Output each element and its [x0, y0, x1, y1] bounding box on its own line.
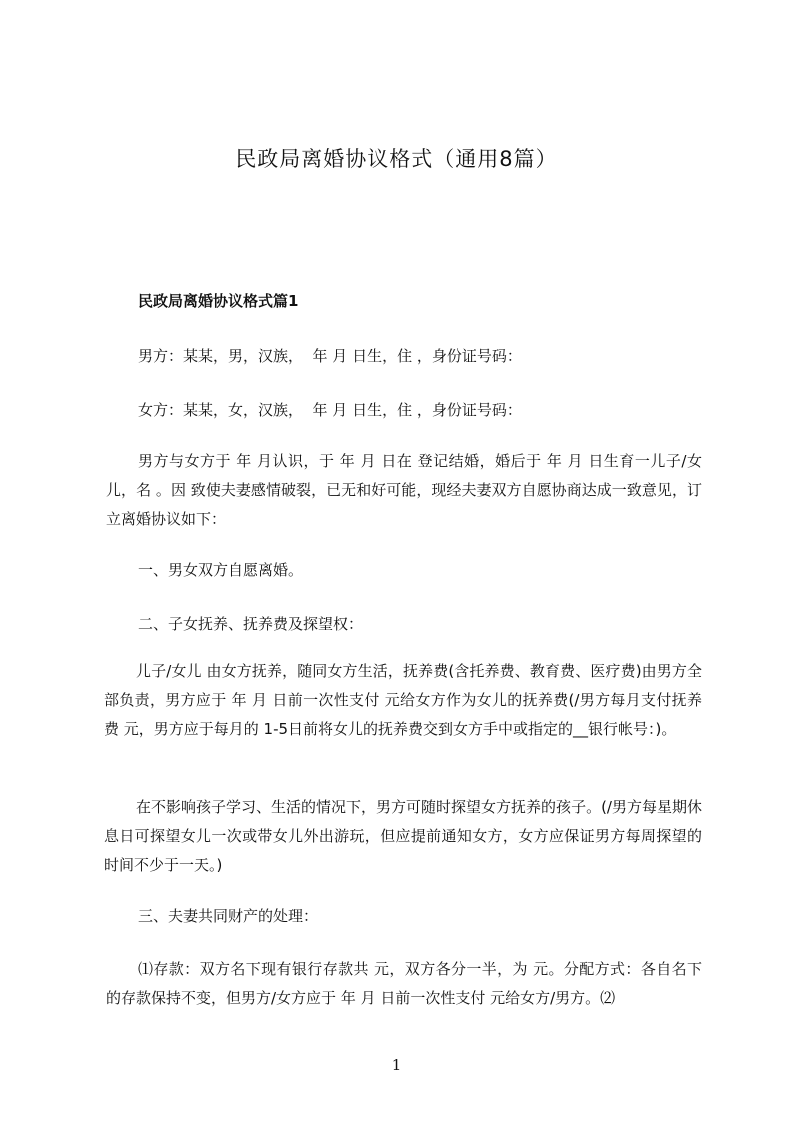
custody-paragraph: 儿子/女儿 由女方抚养，随同女方生活，抚养费(含托养费、教育费、医疗费)由男方全部负责，男方应于 年 月 日前一次性支付 元给女方作为女儿的抚养费(/男方每月支付抚养费 元，男方应于每月的 1-5日前将女儿的抚养费交到女方手中或指定的__银行帐号：)。 [104, 662, 702, 738]
document-title: 民政局离婚协议格式（通用8篇） [235, 147, 558, 171]
deposit-paragraph: ⑴存款：双方名下现有银行存款共 元，双方各分一半，为 元。分配方式：各自名下的存款保持不变，但男方/女方应于 年 月 日前一次性支付 元给女方/男方。⑵ [106, 960, 702, 1007]
visitation-paragraph: 在不影响孩子学习、生活的情况下，男方可随时探望女方抚养的孩子。(/男方每星期休息日可探望女儿一次或带女儿外出游玩，但应提前通知女方，女方应保证男方每周探望的时间不少于一天。) [104, 798, 702, 874]
clause-2: 二、子女抚养、抚养费及探望权： [138, 615, 364, 633]
male-party-line: 男方：某某，男，汉族， 年 月 日生，住 ，身份证号码： [138, 347, 522, 365]
page-number: 1 [391, 1056, 402, 1074]
female-party-line: 女方：某某，女，汉族， 年 月 日生，住 ，身份证号码： [138, 401, 522, 419]
clause-1: 一、男女双方自愿离婚。 [138, 561, 304, 579]
intro-paragraph: 男方与女方于 年 月认识，于 年 月 日在 登记结婚，婚后于 年 月 日生育一儿子/女儿，名 。因 致使夫妻感情破裂，已无和好可能，现经夫妻双方自愿协商达成一致意见，订立离婚协议如下： [106, 452, 702, 528]
clause-3: 三、夫妻共同财产的处理： [138, 907, 319, 925]
section-heading: 民政局离婚协议格式篇1 [138, 292, 299, 310]
